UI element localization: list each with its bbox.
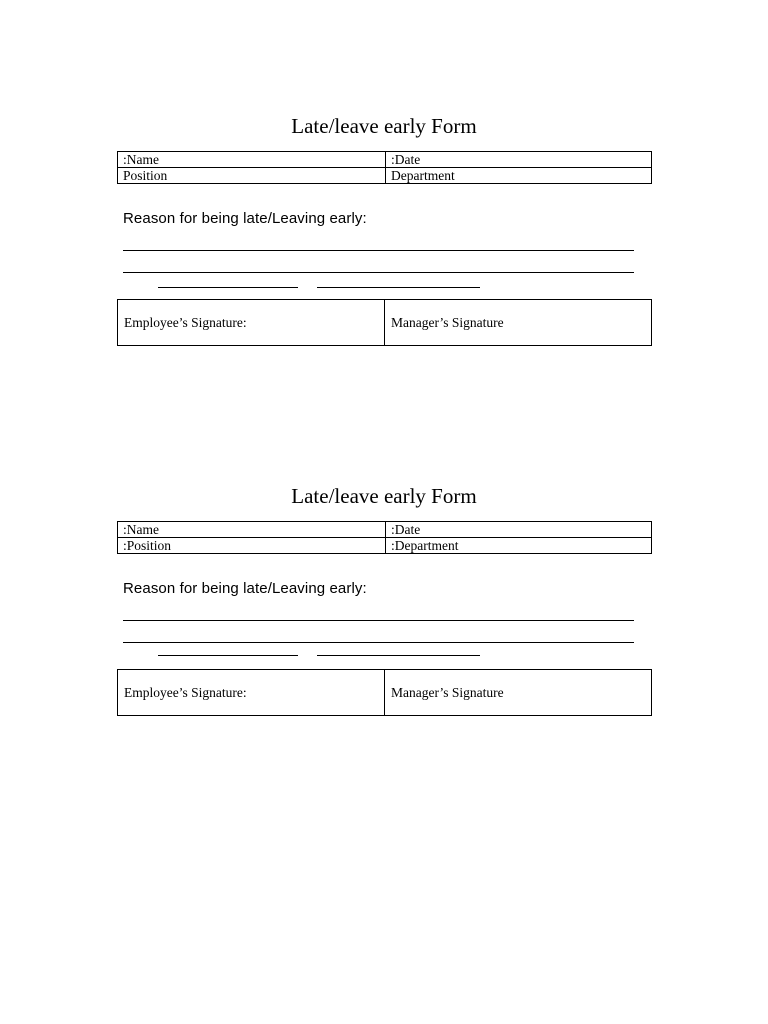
employee-info-table	[117, 521, 652, 554]
signature-table	[117, 669, 652, 716]
name-field[interactable]: :Name	[118, 522, 386, 538]
table-row	[118, 300, 652, 346]
table-row	[118, 670, 652, 716]
form-title: Late/leave early Form	[291, 484, 477, 508]
reason-line-2[interactable]	[123, 642, 634, 643]
position-field[interactable]: Position	[118, 168, 386, 184]
employee-signature-field[interactable]: Employee’s Signature:	[118, 300, 385, 346]
table-row	[118, 522, 652, 538]
reason-line-1[interactable]	[123, 620, 634, 621]
position-field[interactable]: :Position	[118, 538, 386, 554]
reason-line-3a[interactable]	[158, 655, 298, 656]
table-row	[118, 168, 652, 184]
form-title: Late/leave early Form	[291, 114, 477, 138]
table-row	[118, 152, 652, 168]
manager-signature-field[interactable]: Manager’s Signature	[385, 670, 652, 716]
reason-line-3a[interactable]	[158, 287, 298, 288]
department-field[interactable]: :Department	[386, 538, 652, 554]
name-field[interactable]: :Name	[118, 152, 386, 168]
employee-signature-field[interactable]: Employee’s Signature:	[118, 670, 385, 716]
reason-line-2[interactable]	[123, 272, 634, 273]
signature-table	[117, 299, 652, 346]
reason-label: Reason for being late/Leaving early:	[123, 210, 367, 227]
reason-line-3b[interactable]	[317, 655, 480, 656]
reason-line-1[interactable]	[123, 250, 634, 251]
department-field[interactable]: Department	[386, 168, 652, 184]
reason-line-3b[interactable]	[317, 287, 480, 288]
manager-signature-field[interactable]: Manager’s Signature	[385, 300, 652, 346]
employee-info-table	[117, 151, 652, 184]
date-field[interactable]: :Date	[386, 152, 652, 168]
table-row	[118, 538, 652, 554]
reason-label: Reason for being late/Leaving early:	[123, 580, 367, 597]
date-field[interactable]: :Date	[386, 522, 652, 538]
